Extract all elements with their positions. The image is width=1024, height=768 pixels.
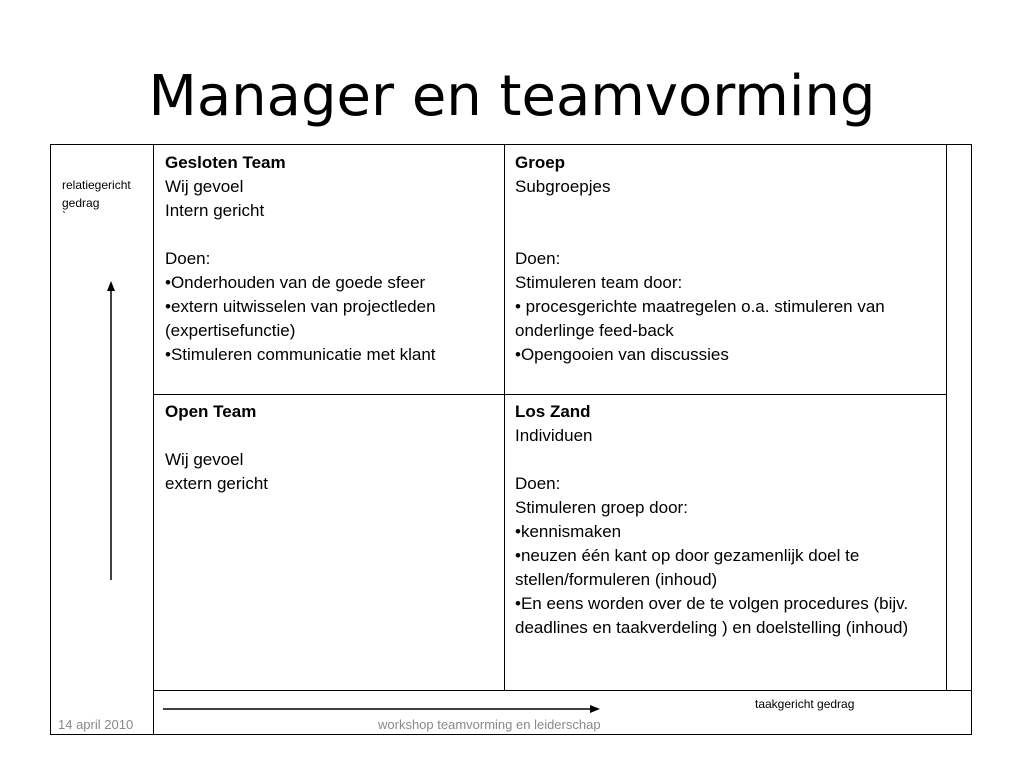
quadrant-line: Individuen	[515, 426, 593, 445]
quadrant-line	[165, 424, 495, 448]
quadrant-line: Intern gericht	[165, 201, 265, 220]
y-axis-label-line-1: relatiegericht	[62, 178, 131, 192]
quadrant-line	[165, 223, 495, 247]
quadrant-line: •kennismaken	[515, 522, 622, 541]
quadrant-line: extern gericht	[165, 474, 268, 493]
footer-title: workshop teamvorming en leiderschap	[378, 717, 601, 732]
slide-title: Manager en teamvorming	[148, 64, 876, 129]
quadrant-heading: Groep	[515, 153, 566, 172]
quadrant-line: Doen:	[515, 249, 561, 268]
quadrant-heading: Gesloten Team	[165, 153, 286, 172]
quadrant-heading: Open Team	[165, 402, 257, 421]
quadrant-line	[515, 223, 925, 247]
quadrant-line: •Stimuleren communicatie met klant	[165, 345, 436, 364]
quadrant-open-team	[165, 400, 495, 496]
quadrant-line: Doen:	[165, 249, 211, 268]
x-axis-arrow	[163, 705, 600, 713]
footer-date: 14 april 2010	[58, 717, 134, 732]
quadrant-line: •neuzen één kant op door gezamenlijk doel te stellen/formuleren (inhoud)	[515, 546, 860, 589]
quadrant-line: Stimuleren groep door:	[515, 498, 688, 517]
quadrant-line: Doen:	[515, 474, 561, 493]
quadrant-line: •En eens worden over de te volgen procedures (bijv. deadlines en taakverdeling ) en doelstelling (inhoud)	[515, 594, 909, 637]
quadrant-gesloten-team	[165, 151, 495, 367]
quadrant-los-zand	[515, 400, 940, 640]
quadrant-line: •Opengooien van discussies	[515, 345, 729, 364]
quadrant-line	[515, 199, 925, 223]
quadrant-groep	[515, 151, 925, 367]
quadrant-line: Wij gevoel	[165, 450, 244, 469]
quadrant-line: •Onderhouden van de goede sfeer	[165, 273, 426, 292]
quadrant-heading: Los Zand	[515, 402, 591, 421]
quadrant-line: Subgroepjes	[515, 177, 611, 196]
x-axis-label: taakgericht gedrag	[755, 697, 855, 711]
quadrant-line: Wij gevoel	[165, 177, 244, 196]
quadrant-line: • procesgerichte maatregelen o.a. stimuleren van onderlinge feed-back	[515, 297, 885, 340]
y-axis-label-line-3: `	[62, 209, 66, 223]
quadrant-line	[515, 448, 940, 472]
y-axis-arrow	[107, 281, 115, 580]
quadrant-line: •extern uitwisselen van projectleden (expertisefunctie)	[165, 297, 436, 340]
quadrant-line: Stimuleren team door:	[515, 273, 683, 292]
y-axis-label-line-2: gedrag	[62, 196, 100, 210]
